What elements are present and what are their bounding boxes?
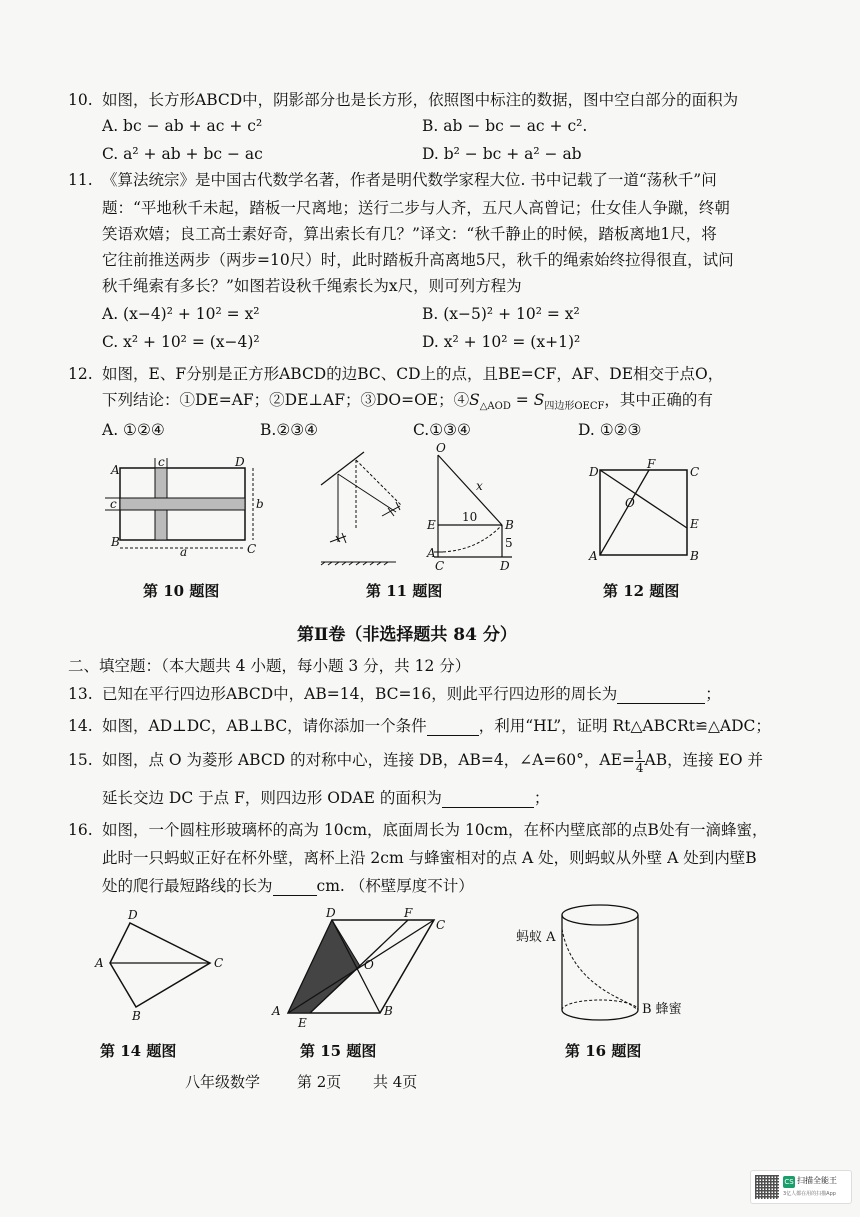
q10-option-a: A. bc − ab + ac + c² <box>102 117 263 135</box>
fig15-label-F: F <box>404 906 413 920</box>
fig14-label-A: A <box>95 956 104 970</box>
q10-number: 10. <box>68 91 93 109</box>
q12-conclusions: 下列结论：①DE=AF；②DE⊥AF；③DO=OE；④ <box>102 391 470 409</box>
q10-stem: 如图，长方形ABCD中，阴影部分也是长方形，依照图中标注的数据，图中空白部分的面积为 <box>102 91 739 109</box>
q12-line-2 <box>102 390 713 417</box>
fig11-label-E: E <box>427 518 436 532</box>
fig16-label-honey: B 蜂蜜 <box>642 1002 682 1017</box>
scanner-app-tagline: 3亿人都在用的扫描App <box>783 1191 836 1197</box>
q15-answer-blank[interactable] <box>442 807 534 808</box>
fig15-label-C: C <box>436 918 446 932</box>
fig10-label-C: C <box>247 542 257 556</box>
fig11-label-O: O <box>436 441 446 455</box>
q15-stem <box>102 748 763 774</box>
scanner-app-name: 扫描全能王 <box>797 1176 837 1185</box>
fig14-label-D: D <box>128 908 138 922</box>
figure-14 <box>90 905 230 1025</box>
q11-line-1: 《算法统宗》是中国古代数学名著，作者是明代数学家程大位. 书中记载了一道“荡秋千”问 <box>102 171 717 189</box>
q12-option-d: D. ①②③ <box>578 421 642 439</box>
q15-text-a: 如图，点 O 为菱形 ABCD 的对称中心，连接 DB，AB=4，∠A=60°，AE= <box>102 751 635 769</box>
q15-frac-bottom: 4 <box>635 760 644 775</box>
fig12-label-B: B <box>690 549 699 563</box>
fill-heading: 二、填空题：（本大题共 4 小题，每小题 3 分，共 12 分） <box>68 657 471 675</box>
q12-option-a: A. ①②④ <box>102 421 165 439</box>
scanner-watermark <box>750 1170 852 1204</box>
q11-line-3: 笑语欢嬉；良工高士素好奇，算出索长有几？”译文：“秋千静止的时候，踏板离地1尺，将 <box>102 225 717 243</box>
q12-number: 12. <box>68 365 93 383</box>
q11-option-c: C. x² + 10² = (x−4)² <box>102 333 260 351</box>
q13-stem <box>102 684 721 704</box>
fig11-label-C: C <box>435 559 445 573</box>
q12-option-b: B.②③④ <box>260 421 319 439</box>
area-sub-1: △AOD <box>479 401 511 413</box>
q15-fraction <box>635 749 645 774</box>
fig10-label-c-left: c <box>110 497 117 511</box>
fig15-label-B: B <box>384 1004 393 1018</box>
fig11-label-x: x <box>476 479 483 493</box>
q12-line-1: 如图，E、F分别是正方形ABCD的边BC、CD上的点，且BE=CF，AF、DE相交于点O， <box>102 365 724 383</box>
q12-option-c: C.①③④ <box>413 421 471 439</box>
figure-16 <box>510 895 700 1035</box>
q10-option-b: B. ab − bc − ac + c². <box>422 117 588 135</box>
figure-11 <box>316 440 516 575</box>
fig11-label-B: B <box>505 518 514 532</box>
q15-text-c: 延长交边 DC 于点 F，则四边形 ODAE 的面积为 <box>102 789 442 807</box>
fig11-label-10: 10 <box>462 510 478 524</box>
q11-option-d: D. x² + 10² = (x+1)² <box>422 333 581 351</box>
fig12-label-E: E <box>690 517 699 531</box>
fig15-label-O: O <box>364 958 374 972</box>
equals-sign: = <box>510 391 534 409</box>
footer-page: 第 2页 <box>297 1073 342 1091</box>
q15-end: ； <box>533 789 550 807</box>
q13-end: ； <box>705 685 721 703</box>
q11-option-a: A. (x−4)² + 10² = x² <box>102 305 260 323</box>
q11-line-2: 题：“平地秋千未起，踏板一尺离地；送行二步与人齐，五尺人高曾记；仕女佳人争蹴，终朝 <box>102 199 730 217</box>
fig16-label-ant: 蚂蚁 A <box>516 930 556 945</box>
area-symbol-2: S <box>533 391 545 409</box>
fig11-label-D: D <box>500 559 510 573</box>
q11-line-5: 秋千绳索有多长？”如图若设秋千绳索长为x尺，则可列方程为 <box>102 277 522 295</box>
q15-text-b: AB，连接 EO 并 <box>644 751 763 769</box>
q10-option-d: D. b² − bc + a² − ab <box>422 145 582 163</box>
q16-line-1: 如图，一个圆柱形玻璃杯的高为 10cm，底面周长为 10cm，在杯内壁底部的点B处有一滴蜂蜜， <box>102 821 768 839</box>
q12-question: ，其中正确的有 <box>604 391 713 409</box>
fig15-label-D: D <box>326 906 336 920</box>
fig10-label-A: A <box>111 463 120 477</box>
q13-text: 已知在平行四边形ABCD中，AB=14，BC=16，则此平行四边形的周长为 <box>102 685 618 703</box>
qr-code-icon <box>755 1175 779 1199</box>
q13-answer-blank[interactable] <box>617 703 705 704</box>
footer-subject: 八年级数学 <box>185 1073 261 1091</box>
figure-15 <box>268 905 458 1035</box>
q15-frac-top: 1 <box>635 747 644 762</box>
area-sub-2: 四边形OECF <box>544 401 605 413</box>
fig12-label-F: F <box>647 457 656 471</box>
q15-line-2 <box>102 788 549 808</box>
fig10-label-b: b <box>256 497 264 511</box>
fig10-label-c-top: c <box>158 455 165 469</box>
q14-stem <box>102 716 771 736</box>
q14-number: 14. <box>68 717 93 735</box>
figure-11-caption: 第 11 题图 <box>366 582 443 600</box>
q14-answer-blank[interactable] <box>427 735 479 736</box>
fig12-label-C: C <box>690 465 700 479</box>
fig11-label-5: 5 <box>505 536 513 550</box>
q14-text-a: 如图，AD⊥DC，AB⊥BC，请你添加一个条件 <box>102 717 427 735</box>
figure-14-caption: 第 14 题图 <box>100 1042 177 1060</box>
fig14-label-C: C <box>214 956 224 970</box>
fig15-label-A: A <box>272 1004 281 1018</box>
q15-number: 15. <box>68 751 93 769</box>
q11-option-b: B. (x−5)² + 10² = x² <box>422 305 580 323</box>
q16-line-3 <box>102 876 474 896</box>
fig11-label-A: A <box>427 546 436 560</box>
q16-number: 16. <box>68 821 93 839</box>
fig10-label-D: D <box>235 455 245 469</box>
figure-12 <box>585 458 705 568</box>
q13-number: 13. <box>68 685 93 703</box>
figure-12-caption: 第 12 题图 <box>603 582 680 600</box>
q11-number: 11. <box>68 171 93 189</box>
fig10-label-a: a <box>180 545 188 559</box>
figure-16-caption: 第 16 题图 <box>565 1042 642 1060</box>
fig14-label-B: B <box>132 1009 141 1023</box>
camscanner-logo-icon: CS <box>784 1178 794 1186</box>
q16-answer-blank[interactable] <box>273 895 317 896</box>
figure-15-caption: 第 15 题图 <box>300 1042 377 1060</box>
footer-total: 共 4页 <box>373 1073 418 1091</box>
q16-text-a: 处的爬行最短路线的长为 <box>102 877 273 895</box>
q11-line-4: 它往前推送两步（两步=10尺）时，此时踏板升高离地5尺，秋千的绳索始终拉得很直，试问 <box>102 251 734 269</box>
fig10-label-B: B <box>111 535 120 549</box>
section-2-title: 第Ⅱ卷（非选择题共 84 分） <box>297 625 517 645</box>
q16-text-b: cm. （杯壁厚度不计） <box>316 877 474 895</box>
fig15-label-E: E <box>298 1016 307 1030</box>
q14-text-b: ，利用“HL”，证明 Rt△ABCRt≌△ADC； <box>478 717 771 735</box>
q16-line-2: 此时一只蚂蚁正好在杯外壁，离杯上沿 2cm 与蜂蜜相对的点 A 处，则蚂蚁从外壁 A 处到内壁B <box>102 849 757 867</box>
area-symbol-1: S <box>469 391 480 409</box>
fig12-label-D: D <box>589 465 599 479</box>
figure-10 <box>105 456 265 566</box>
q10-option-c: C. a² + ab + bc − ac <box>102 145 263 163</box>
figure-10-caption: 第 10 题图 <box>143 582 220 600</box>
fig12-label-A: A <box>589 549 598 563</box>
fig12-label-O: O <box>625 496 635 510</box>
